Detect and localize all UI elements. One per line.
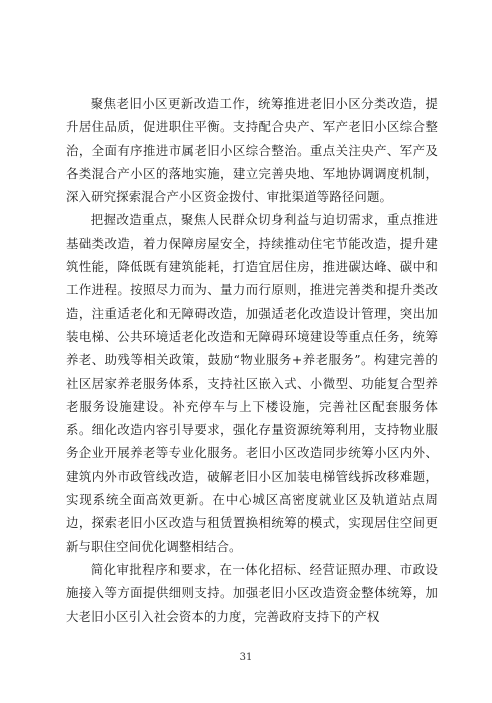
page-number: 31 [239, 652, 253, 663]
paragraph-1: 聚焦老旧小区更新改造工作，统筹推进老旧小区分类改造，提升居住品质，促进职住平衡。支持配合央产、军产老旧小区综合整治，全面有序推进市属老旧小区综合整治。重点关注央产、军产及各类混合产小区的落地实施，建立完善央地、军地协调调度机制，深入研究探索混合产小区资金拨付、审批渠道等路径问题。 [66, 96, 438, 205]
paragraph-2: 把握改造重点，聚焦人民群众切身利益与迫切需求，重点推进基础类改造，着力保障房屋安全，持续推动住宅节能改造，提升建筑性能，降低既有建筑能耗，打造宜居住房，推进碳达峰、碳中和工作进程。按照尽力而为、量力而行原则，推进完善类和提升类改造，注重适老化和无障碍改造，加强适老化改造设计管理，突出加装电梯、公共环境适老化改造和无障碍环境建设等重点任务，统筹养老、助残等相关政策，鼓励“物业服务+养老服务”。构建完善的社区居家养老服务体系，支持社区嵌入式、小微型、功能复合型养老服务设施建设。补充停车与上下楼设施，完善社区配套服务体系。细化改造内容引导要求，强化存量资源统筹利用，支持物业服务企业开展养老等专业化服务。老旧小区改造同步统筹小区内外、建筑内外市政管线改造，破解老旧小区加装电梯管线拆改移难题，实现系统全面高效更新。在中心城区高密度就业区及轨道站点周边，探索老旧小区改造与租赁置换相统筹的模式，实现居住空间更新与职住空间优化调整相结合。 [66, 212, 438, 554]
paragraph-3: 简化审批程序和要求，在一体化招标、经营证照办理、市政设施接入等方面提供细则支持。加强老旧小区改造资金整体统筹，加大老旧小区引入社会资本的力度，完善政府支持下的产权 [66, 561, 438, 624]
page-body [66, 92, 438, 628]
